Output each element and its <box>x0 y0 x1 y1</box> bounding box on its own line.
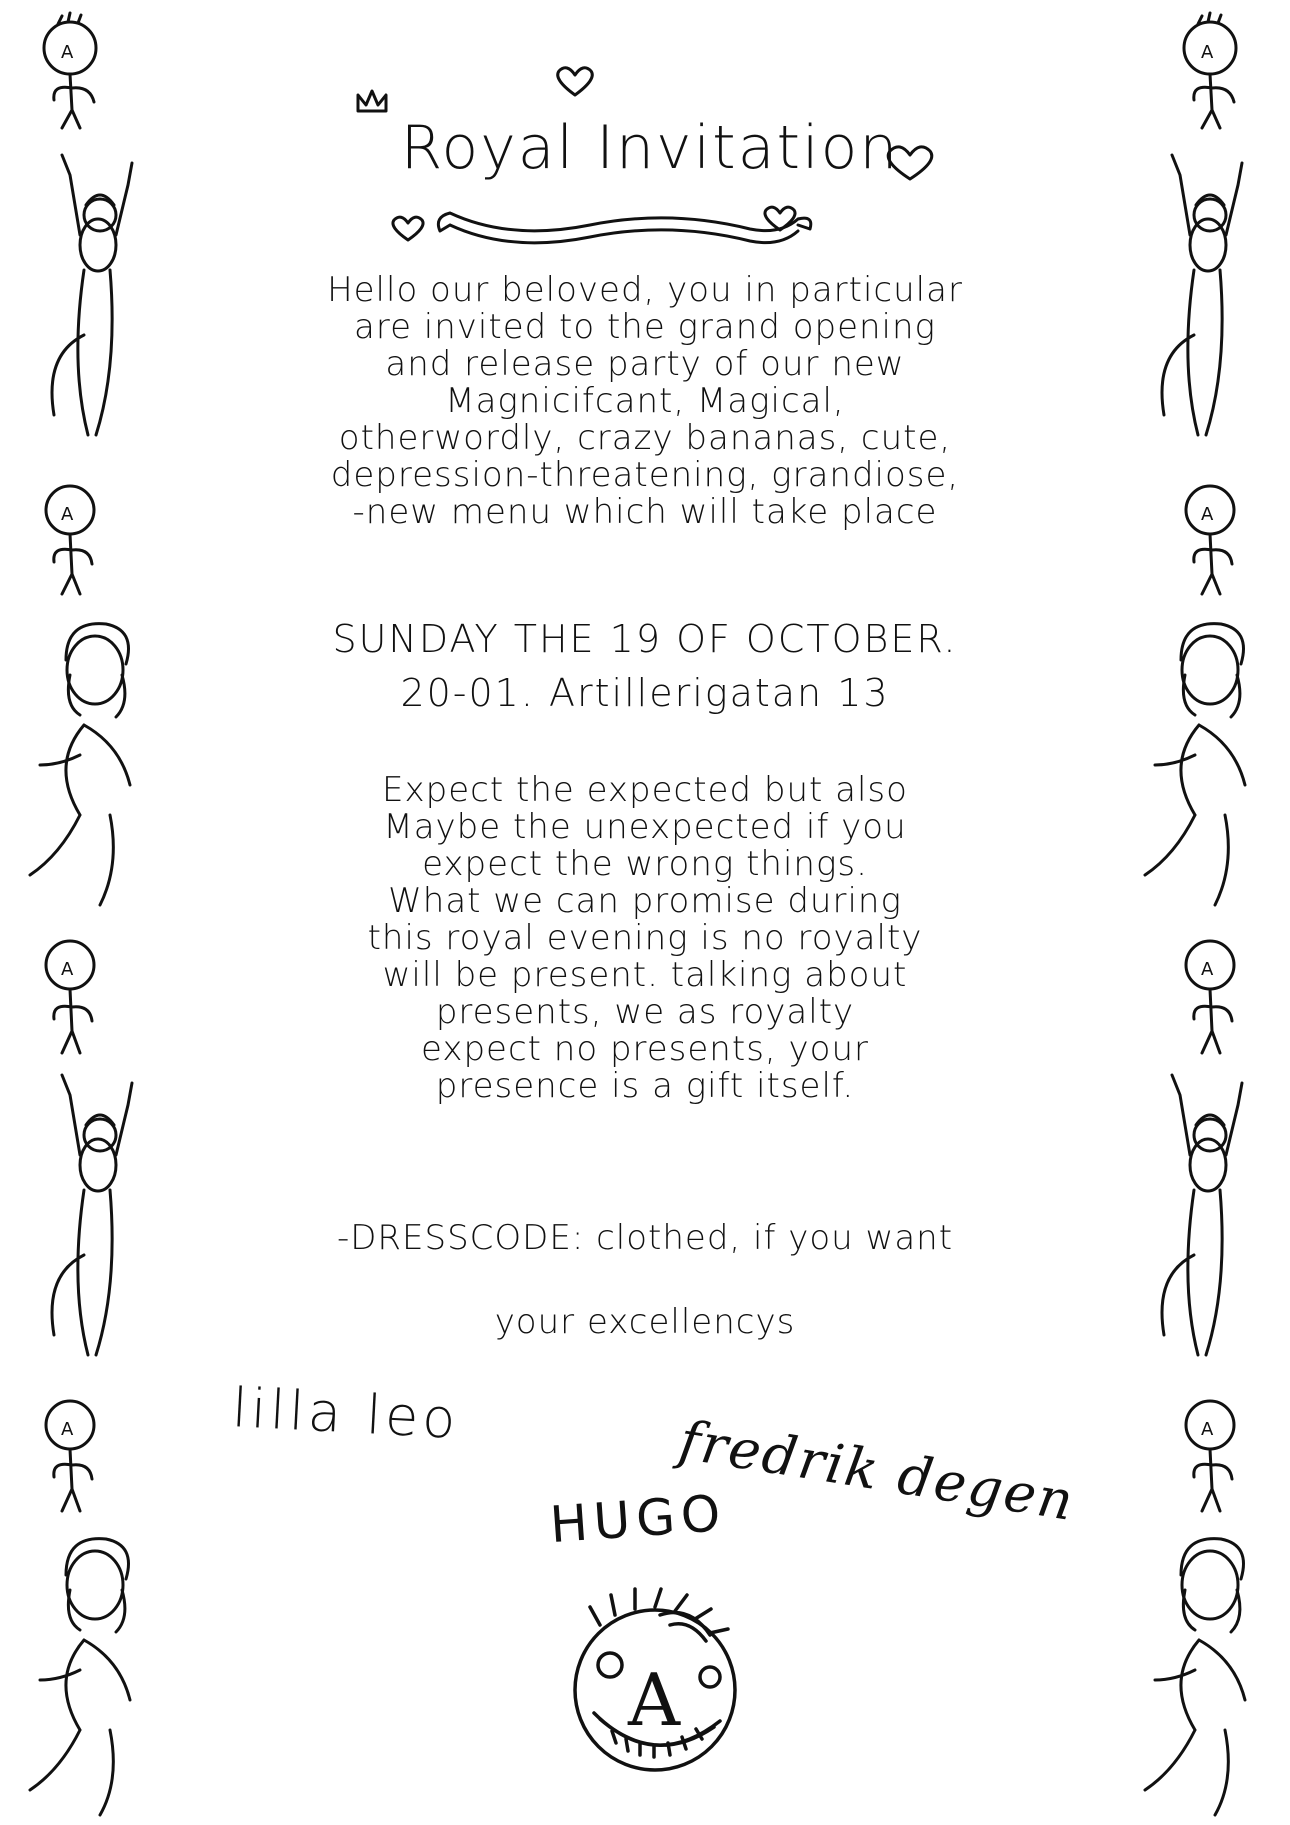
svg-text:A: A <box>1201 1419 1214 1440</box>
long-haired-figure-icon <box>1140 1530 1290 1820</box>
flower-head-dancer-icon <box>0 145 150 445</box>
heart-icon <box>558 68 593 95</box>
closing-line: your excellencys <box>494 1302 796 1342</box>
a-face-figure-icon <box>1140 925 1290 1065</box>
long-haired-figure-icon <box>0 615 150 915</box>
long-haired-figure-icon <box>1140 615 1290 915</box>
expect-line: this royal evening is no royalty <box>367 918 923 958</box>
long-haired-figure-icon <box>0 1530 150 1820</box>
a-face-figure-icon <box>1140 1385 1290 1520</box>
heart-icon <box>765 207 795 230</box>
signature-hugo: HUGO <box>548 1483 729 1555</box>
flower-head-dancer-icon <box>1140 145 1290 445</box>
expect-line: presents, we as royalty <box>435 992 855 1032</box>
svg-text:A: A <box>61 959 74 980</box>
heart-icon <box>393 217 423 240</box>
event-date: SUNDAY THE 19 OF OCTOBER. <box>332 617 958 661</box>
intro-line: Hello our beloved, you in particular <box>327 270 963 310</box>
right-border-illustrations <box>1140 0 1290 1825</box>
left-border-illustrations <box>0 0 150 1825</box>
intro-paragraph <box>200 272 1090 531</box>
event-date-location <box>200 612 1090 720</box>
event-time-address: 20-01. Artillerigatan 13 <box>400 671 890 715</box>
expectations-paragraph <box>200 772 1090 1105</box>
flower-head-dancer-icon <box>0 1065 150 1365</box>
signature-fredrik-degen: fredrik degen <box>675 1408 1080 1534</box>
a-face-figure-icon <box>0 1385 150 1520</box>
svg-text:A: A <box>1201 42 1214 63</box>
signature-lilla-leo: lilla leo <box>230 1376 462 1451</box>
dresscode: -DRESSCODE: clothed, if you want <box>336 1218 954 1258</box>
hugo-face-drawing-icon <box>560 1585 750 1785</box>
invitation-title: Royal Invitation <box>400 113 900 183</box>
expect-line: Expect the expected but also <box>382 770 908 810</box>
expect-line: expect the wrong things. <box>422 844 868 884</box>
svg-text:A: A <box>628 1658 680 1742</box>
intro-line: depression-threatening, grandiose, <box>330 455 960 495</box>
svg-text:A: A <box>1201 959 1214 980</box>
title-area <box>330 55 970 255</box>
expect-line: presence is a gift itself. <box>435 1066 855 1106</box>
svg-text:A: A <box>1201 504 1214 525</box>
crown-icon <box>358 91 386 111</box>
a-face-figure-icon <box>0 10 150 130</box>
ribbon-banner-icon <box>438 213 810 243</box>
intro-line: and release party of our new <box>385 344 905 384</box>
svg-text:A: A <box>61 42 74 63</box>
expect-line: What we can promise during <box>388 881 902 921</box>
flower-head-dancer-icon <box>1140 1065 1290 1365</box>
a-face-figure-icon <box>1140 10 1290 130</box>
a-face-figure-icon <box>0 925 150 1065</box>
intro-line: are invited to the grand opening <box>354 307 936 347</box>
intro-line: Magnicifcant, Magical, <box>445 381 845 421</box>
expect-line: expect no presents, your <box>421 1029 869 1069</box>
svg-text:A: A <box>61 504 74 525</box>
expect-line: will be present. talking about <box>382 955 908 995</box>
expect-line: Maybe the unexpected if you <box>383 807 907 847</box>
svg-text:A: A <box>61 1419 74 1440</box>
a-face-figure-icon <box>0 470 150 600</box>
intro-line: -new menu which will take place <box>352 492 938 532</box>
intro-line: otherwordly, crazy bananas, cute, <box>338 418 952 458</box>
a-face-figure-icon <box>1140 470 1290 600</box>
